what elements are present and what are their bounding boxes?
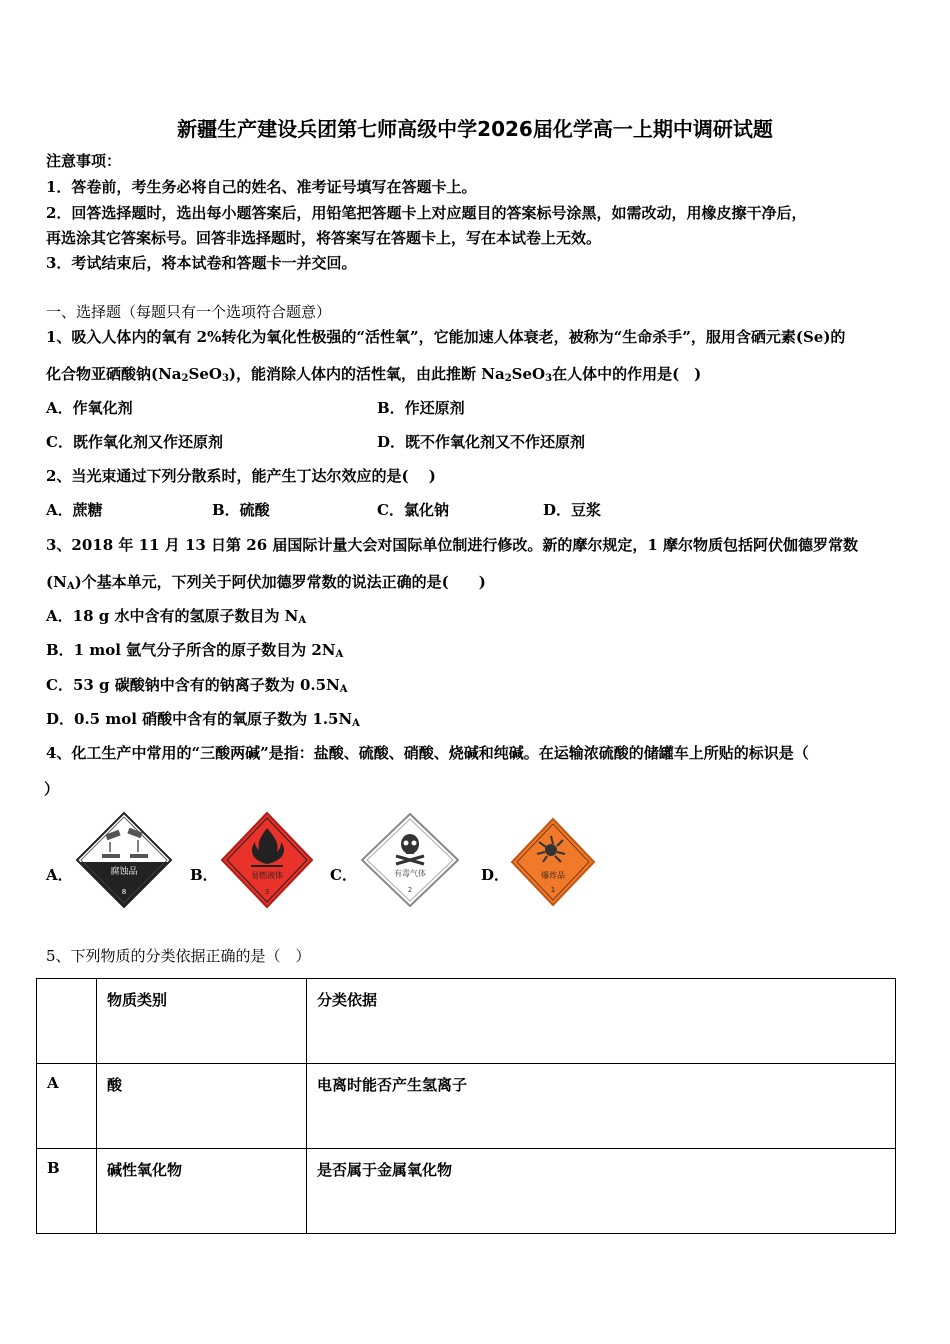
table-cell: B	[37, 1149, 97, 1234]
table-row	[37, 1064, 896, 1149]
q1-option-d: D．既不作氧化剂又不作还原剂	[377, 433, 586, 451]
flammable-sign-number: 3	[264, 888, 270, 896]
toxic-gas-sign	[358, 810, 462, 910]
q4-stem-line1: 4、化工生产中常用的“三酸两碱”是指：盐酸、硫酸、硝酸、烧碱和纯碱。在运输浓硫酸的储罐车上所贴的标识是（	[46, 744, 809, 762]
section-heading: 一、选择题（每题只有一个选项符合题意）	[46, 303, 332, 321]
explosive-sign-text: 爆炸品	[541, 871, 565, 880]
corrosive-sign	[74, 810, 174, 910]
table-header-row	[37, 979, 896, 1064]
table-cell: 电离时能否产生氢离子	[307, 1064, 896, 1149]
q4-option-c: C．	[330, 866, 357, 884]
page-title: 新疆生产建设兵团第七师高级中学2026届化学高一上期中调研试题	[177, 117, 773, 141]
table-cell: 是否属于金属氧化物	[307, 1149, 896, 1234]
q1-stem-line1: 1、吸入人体内的氧有 2%转化为氧化性极强的“活性氧”，它能加速人体衰老，被称为“生命杀手”，服用含硒元素(Se)的	[46, 328, 846, 346]
notice-item-2-cont: 再选涂其它答案标号。回答非选择题时，将答案写在答题卡上，写在本试卷上无效。	[46, 229, 602, 247]
table-cell	[37, 979, 97, 1064]
q2-option-c: C．氯化钠	[377, 501, 449, 519]
q4-option-b: B．	[190, 866, 218, 884]
q3-option-a: A．18 g 水中含有的氢原子数目为 $N_A$	[46, 607, 307, 626]
q3-option-b: B．1 mol 氩气分子所含的原子数目为 $2N_A$	[46, 641, 344, 660]
q4-stem-line2: ）	[44, 780, 60, 798]
classification-table	[36, 978, 896, 1234]
q2-option-d: D．豆浆	[543, 501, 602, 519]
q3-option-c: C．53 g 碳酸钠中含有的钠离子数为 $0.5N_A$	[46, 676, 348, 695]
table-cell: 分类依据	[307, 979, 896, 1064]
table-cell: 碱性氧化物	[97, 1149, 307, 1234]
table-cell: 物质类别	[97, 979, 307, 1064]
q5-stem: 5、下列物质的分类依据正确的是（ ）	[46, 947, 311, 965]
q1-option-b: B．作还原剂	[377, 399, 465, 417]
q1-stem-line2: 化合物亚硒酸钠$(Na_2SeO_3)$，能消除人体内的活性氧，由此推断 $Na_2SeO_3$在人体中的作用是( )	[46, 365, 702, 384]
table-cell: 酸	[97, 1064, 307, 1149]
toxic-sign-text: 有毒气体	[394, 869, 426, 878]
q1-option-c: C．既作氧化剂又作还原剂	[46, 433, 223, 451]
corrosive-sign-text: 腐蚀品	[110, 867, 138, 877]
toxic-sign-number: 2	[407, 886, 413, 894]
flammable-liquid-sign	[219, 810, 315, 910]
notice-heading: 注意事项：	[46, 152, 122, 170]
notice-item-1: 1．答卷前，考生务必将自己的姓名、准考证号填写在答题卡上。	[46, 178, 477, 196]
flammable-sign-text: 易燃液体	[251, 871, 283, 880]
q4-option-d: D．	[481, 866, 510, 884]
q2-option-b: B．硫酸	[212, 501, 270, 519]
explosive-sign	[509, 816, 597, 908]
q1-option-a: A．作氧化剂	[46, 399, 133, 417]
q3-stem-line1: 3、2018 年 11 月 13 日第 26 届国际计量大会对国际单位制进行修改。新的摩尔规定，1 摩尔物质包括阿伏伽德罗常数	[46, 536, 859, 554]
table-row	[37, 1149, 896, 1234]
notice-item-2: 2．回答选择题时，选出每小题答案后，用铅笔把答题卡上对应题目的答案标号涂黑，如需改动，用橡皮擦干净后，	[46, 204, 807, 222]
q2-option-a: A．蔗糖	[46, 501, 103, 519]
q4-option-a: A．	[46, 866, 73, 884]
q3-stem-line2: $(N_A)$个基本单元，下列关于阿伏加德罗常数的说法正确的是( )	[46, 573, 486, 592]
table-cell: A	[37, 1064, 97, 1149]
explosive-sign-number: 1	[550, 886, 556, 894]
q3-option-d: D．0.5 mol 硝酸中含有的氧原子数为 $1.5N_A$	[46, 710, 360, 729]
q2-stem: 2、当光束通过下列分散系时，能产生丁达尔效应的是( )	[46, 467, 436, 485]
corrosive-sign-number: 8	[121, 888, 127, 896]
notice-item-3: 3．考试结束后，将本试卷和答题卡一并交回。	[46, 254, 357, 272]
